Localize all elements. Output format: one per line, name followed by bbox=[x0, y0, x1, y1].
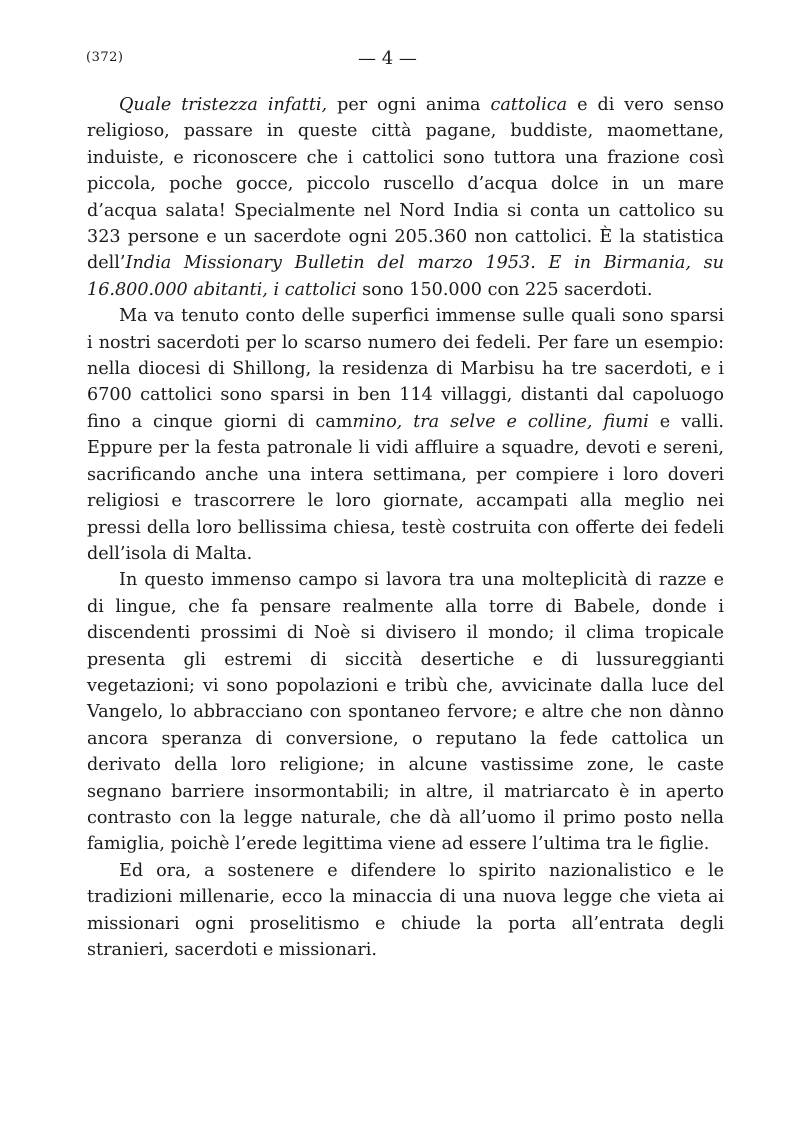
italic-span: cattolica bbox=[490, 95, 568, 115]
text-span: sono 150.000 con 225 sacerdoti. bbox=[356, 279, 653, 300]
italic-span: mino, tra selve e colline, fiumi bbox=[352, 411, 649, 432]
paragraph-4: Ed ora, a sostenere e difendere lo spirito nazionalistico e le tradizioni millenarie, ecco la minaccia di una nuova legge che vieta ai missionari ogni proselitismo e chiude la porta all’entrata degli stranieri, sacerdoti e missionari. bbox=[87, 860, 724, 960]
text-span: e di vero senso religioso, passare in queste città pagane, buddiste, maomettane, induiste, e riconoscere che i cattolici sono tuttora una frazione così piccola, poche gocce, piccolo ruscello d’acqua dolce in un mare d’acqua salata! Specialmente nel Nord India si conta un cattolico su 323 persone e un sacerdote ogni 205.360 non cattolici. È la statistica dell’ bbox=[87, 95, 724, 274]
italic-span: India Missionary Bulletin del marzo 1953. E in Birmania, su 16.800.000 abitanti, i cattolici bbox=[87, 253, 724, 300]
text-span: per ogni anima bbox=[327, 95, 491, 115]
body-text bbox=[87, 92, 724, 963]
paragraph-3: In questo immenso campo si lavora tra una molteplicità di razze e di lingue, che fa pensare realmente alla torre di Babele, donde i discendenti prossimi di Noè si divisero il mondo; il clima tropicale presenta gli estremi di siccità desertiche e di lussureggianti vegetazioni; vi sono popolazioni e tribù che, avvicinate dalla luce del Vangelo, lo abbracciano con spontaneo fervore; e altre che non dànno ancora speranza di conversione, o reputano la fede cattolica un derivato della loro religione; in alcune vastissime zone, le caste segnano barriere insormontabili; in altre, il matriarcato è in aperto contrasto con la legge naturale, che dà all’uomo il primo posto nella famiglia, poichè l’erede legittima viene ad essere l’ultima tra le figlie. bbox=[87, 570, 724, 855]
original-page-number: (372) bbox=[86, 50, 124, 65]
paragraph-1 bbox=[87, 92, 724, 303]
paragraph-2 bbox=[87, 303, 724, 567]
italic-span: Quale tristezza infatti, bbox=[119, 95, 328, 115]
text-span: e valli. Eppure per la festa patronale li vidi affluire a squadre, devoti e sereni, sacrificando anche una intera settimana, per compiere i loro doveri religiosi e trascorrere le loro giornate, accampati alla meglio nei pressi della loro bellissima chiesa, testè costruita con offerte dei fedeli dell’isola di Malta. bbox=[87, 411, 724, 564]
page-header bbox=[86, 50, 726, 74]
page-folio: — 4 — bbox=[358, 48, 417, 69]
text-span: Ma va tenuto conto delle superfici immense sulle quali sono sparsi i nostri sacerdoti per lo scarso numero dei fedeli. Per fare un esempio: nella diocesi di Shillong, la residenza di Marbisu ha tre sacerdoti, e i 6700 cattolici sono sparsi in ben 114 villaggi, distanti dal capoluogo fino a cinque giorni di cam bbox=[87, 306, 724, 432]
